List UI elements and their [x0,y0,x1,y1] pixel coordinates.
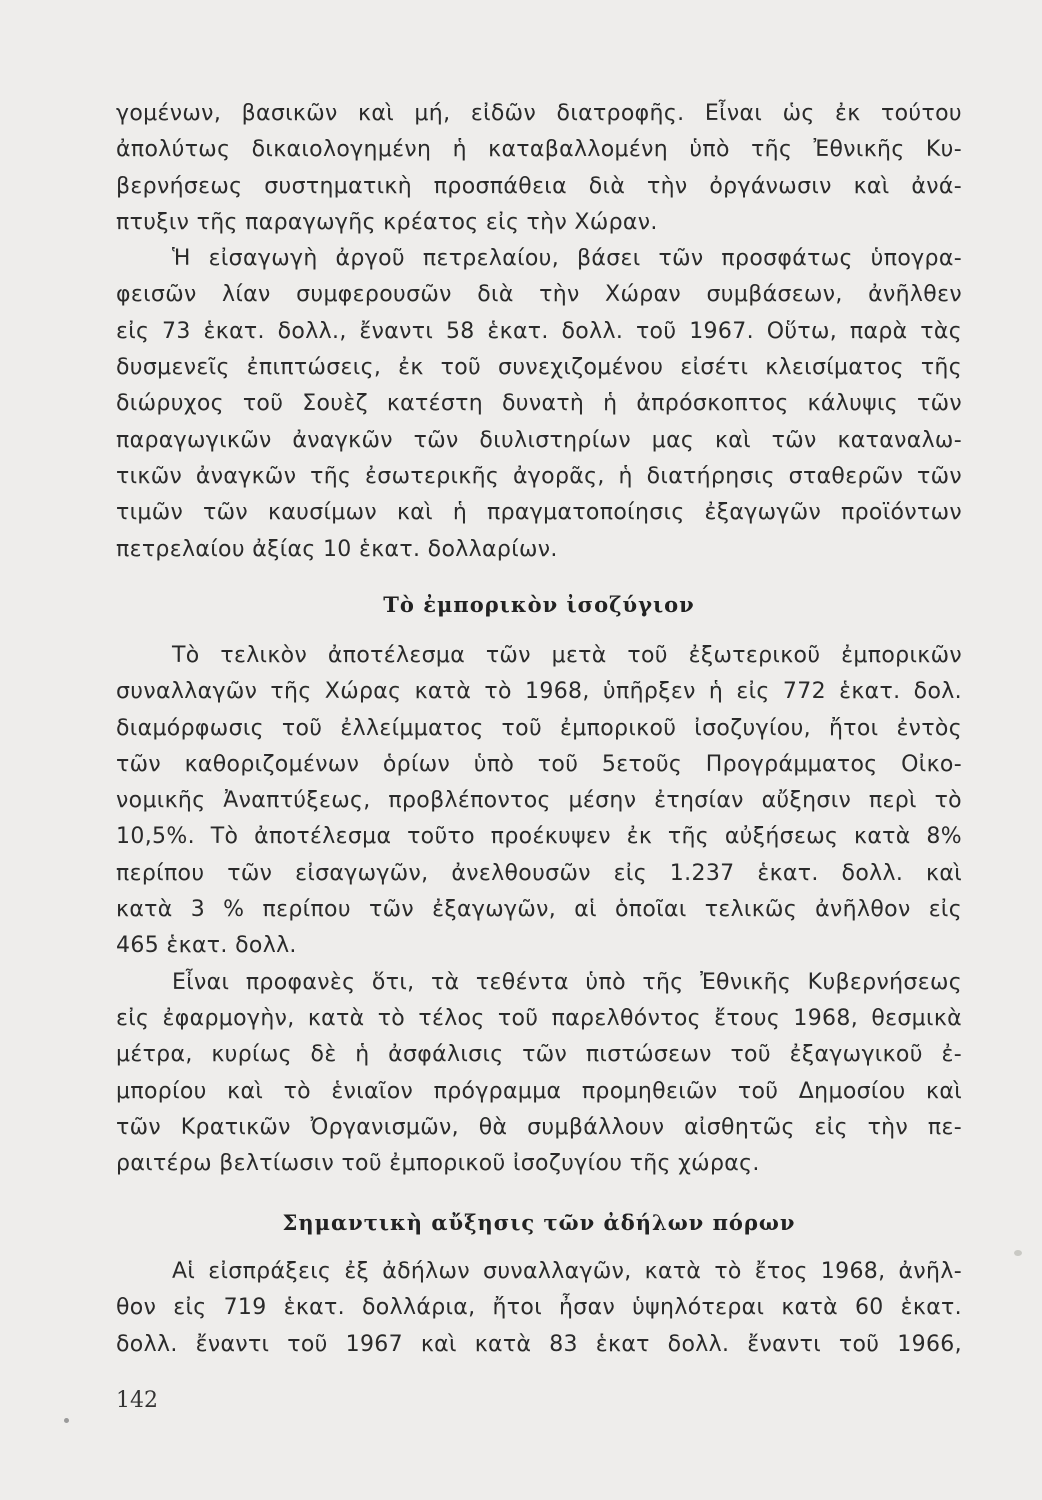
text-line: πτυξιν τῆς παραγωγῆς κρέατος εἰς τὴν Χώραν. [116,209,658,235]
text-line: παραγωγικῶν ἀναγκῶν τῶν διυλιστηρίων μας καὶ τῶν καταναλω- [116,427,962,453]
text-line: μπορίου καὶ τὸ ἑνιαῖον πρόγραμμα προμηθειῶν τοῦ Δημοσίου καὶ [116,1078,962,1104]
text-line: Αἱ εἰσπράξεις ἐξ ἀδήλων συναλλαγῶν, κατὰ τὸ ἔτος 1968, ἀνῆλ- [172,1259,962,1284]
section-heading-invisible-resources: Σημαντικὴ αὔξησις τῶν ἀδήλων πόρων [282,1210,796,1235]
text-line: ραιτέρω βελτίωσιν τοῦ ἐμπορικοῦ ἰσοζυγίου τῆς χώρας. [116,1151,760,1177]
section-trade-balance-text [116,638,962,1182]
page-number: 142 [116,1388,158,1413]
text-line: τικῶν ἀναγκῶν τῆς ἐσωτερικῆς ἀγορᾶς, ἡ διατήρησις σταθερῶν τῶν [116,463,962,489]
text-line: 10,5%. Τὸ ἀποτέλεσμα τοῦτο προέκυψεν ἐκ τῆς αὐξήσεως κατὰ 8% [116,824,962,850]
text-line: φεισῶν λίαν συμφερουσῶν διὰ τὴν Χώραν συμβάσεων, ἀνῆλθεν [116,282,962,308]
text-line: γομένων, βασικῶν καὶ μή, εἰδῶν διατροφῆς. Εἶναι ὡς ἐκ τούτου [116,101,962,126]
ink-speck [64,1418,69,1423]
section-heading-trade-balance: Τὸ ἐμπορικὸν ἰσοζύγιον [383,592,695,617]
text-line: μέτρα, κυρίως δὲ ἡ ἀσφάλισις τῶν πιστώσεων τοῦ ἐξαγωγικοῦ ἐ- [116,1042,962,1068]
section-petroleum-text [116,96,962,568]
text-line: πετρελαίου ἀξίας 10 ἑκατ. δολλαρίων. [116,536,558,562]
text-line: διώρυχος τοῦ Σουὲζ κατέστη δυνατὴ ἡ ἀπρόσκοπτος κάλυψις τῶν [116,391,962,417]
text-line: Ἡ εἰσαγωγὴ ἀργοῦ πετρελαίου, βάσει τῶν προσφάτως ὑπογρα- [172,246,962,272]
text-line: Εἶναι προφανὲς ὅτι, τὰ τεθέντα ὑπὸ τῆς Ἐθνικῆς Κυβερνήσεως [172,969,962,995]
text-line: δυσμενεῖς ἐπιπτώσεις, ἐκ τοῦ συνεχιζομένου εἰσέτι κλεισίματος τῆς [116,355,962,381]
text-line: συναλλαγῶν τῆς Χώρας κατὰ τὸ 1968, ὑπῆρξεν ἡ εἰς 772 ἑκατ. δολ. [116,679,962,705]
text-line: Τὸ τελικὸν ἀποτέλεσμα τῶν μετὰ τοῦ ἐξωτερικοῦ ἐμπορικῶν [172,643,962,668]
text-line: εἰς 73 ἑκατ. δολλ., ἔναντι 58 ἑκατ. δολλ. τοῦ 1967. Οὕτω, παρὰ τὰς [116,318,962,344]
text-line: διαμόρφωσις τοῦ ἐλλείμματος τοῦ ἐμπορικοῦ ἰσοζυγίου, ἤτοι ἐντὸς [116,715,962,741]
text-line: νομικῆς Ἀναπτύξεως, προβλέποντος μέσην ἐτησίαν αὔξησιν περὶ τὸ [116,788,962,814]
ink-speck [1014,1250,1022,1256]
text-line: κατὰ 3 % περίπου τῶν ἐξαγωγῶν, αἱ ὁποῖαι τελικῶς ἀνῆλθον εἰς [116,897,962,923]
text-line: εἰς ἐφαρμογὴν, κατὰ τὸ τέλος τοῦ παρελθόντος ἔτους 1968, θεσμικὰ [116,1005,962,1031]
text-line: τῶν καθοριζομένων ὁρίων ὑπὸ τοῦ 5ετοῦς Προγράμματος Οἰκο- [116,751,962,777]
section-invisible-resources-text [116,1254,962,1363]
text-line: 465 ἑκατ. δολλ. [116,933,297,959]
text-line: περίπου τῶν εἰσαγωγῶν, ἀνελθουσῶν εἰς 1.237 ἑκατ. δολλ. καὶ [116,860,962,886]
text-line: τιμῶν τῶν καυσίμων καὶ ἡ πραγματοποίησις ἐξαγωγῶν προϊόντων [116,500,962,526]
text-line: θον εἰς 719 ἑκατ. δολλάρια, ἤτοι ἦσαν ὑψηλότεραι κατὰ 60 ἑκατ. [116,1295,962,1321]
text-line: ἀπολύτως δικαιολογημένη ἡ καταβαλλομένη ὑπὸ τῆς Ἐθνικῆς Κυ- [116,137,962,163]
text-line: δολλ. ἔναντι τοῦ 1967 καὶ κατὰ 83 ἑκατ δολλ. ἔναντι τοῦ 1966, [116,1331,962,1357]
text-line: βερνήσεως συστηματικὴ προσπάθεια διὰ τὴν ὀργάνωσιν καὶ ἀνά- [116,173,962,199]
text-line: τῶν Κρατικῶν Ὀργανισμῶν, θὰ συμβάλλουν αἰσθητῶς εἰς τὴν πε- [116,1114,962,1140]
